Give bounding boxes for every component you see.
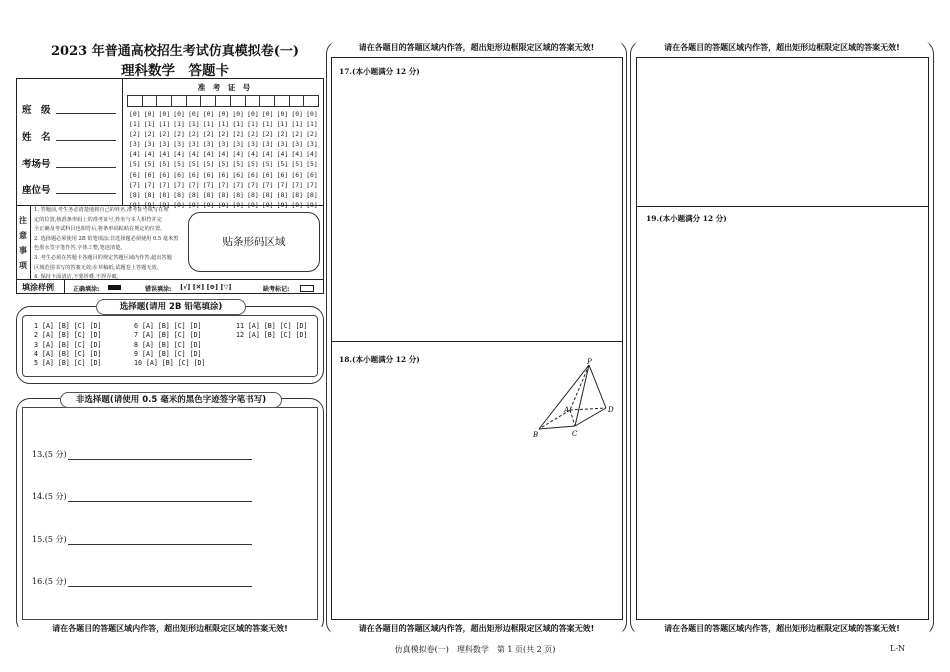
- exam-id-bubble[interactable]: [2]: [129, 130, 141, 139]
- exam-id-bubble[interactable]: [8]: [261, 190, 274, 199]
- exam-id-bubble[interactable]: [2]: [232, 130, 244, 139]
- exam-id-bubble[interactable]: [1]: [158, 120, 171, 129]
- warning-right-top: 请在各题目的答题区域内作答，超出矩形边框限定区域的答案无效!: [634, 40, 930, 56]
- exam-id-bubble[interactable]: [9]: [291, 200, 303, 209]
- exam-id-bubble[interactable]: [5]: [276, 160, 289, 169]
- correct-fill-label: 正确填涂:: [73, 286, 100, 293]
- exam-id-bubble[interactable]: [1]: [261, 120, 274, 129]
- options[interactable]: [A] [B] [C] [D]: [41, 331, 102, 340]
- question-number: 2: [34, 331, 38, 340]
- exam-id-bubble[interactable]: [8]: [129, 190, 141, 199]
- exam-id-bubble-column: [276, 109, 292, 209]
- choice-row[interactable]: [236, 331, 307, 340]
- exam-id-bubble[interactable]: [0]: [202, 110, 215, 118]
- exam-room-field[interactable]: [56, 167, 116, 168]
- exam-id-bubble[interactable]: [3]: [158, 140, 171, 149]
- exam-id-bubble[interactable]: [4]: [129, 150, 141, 159]
- exam-id-digit-box[interactable]: [260, 95, 275, 107]
- exam-id-bubble[interactable]: [5]: [291, 160, 303, 169]
- exam-id-bubble[interactable]: [6]: [291, 170, 303, 179]
- exam-id-bubble[interactable]: [7]: [247, 180, 259, 189]
- edge-bc: [539, 426, 575, 429]
- exam-id-bubble[interactable]: [1]: [129, 120, 141, 129]
- edge-cd: [575, 408, 606, 426]
- notice-line: 4. 保持卡面清洁,不要折叠,不得弄破。: [34, 274, 122, 281]
- exam-id-boxes: [127, 95, 319, 107]
- exam-id-bubble[interactable]: [0]: [173, 110, 185, 118]
- choice-col-1: [34, 322, 102, 368]
- exam-id-bubble-column: [291, 109, 306, 209]
- exam-id-bubble[interactable]: [4]: [306, 150, 318, 159]
- warning-right-bottom: 请在各题目的答题区域内作答，超出矩形边框限定区域的答案无效!: [634, 621, 930, 637]
- exam-id-bubble[interactable]: [0]: [217, 110, 230, 118]
- exam-id-bubble[interactable]: [7]: [261, 180, 274, 189]
- exam-id-bubble[interactable]: [0]: [261, 110, 274, 118]
- exam-id-bubble[interactable]: [2]: [188, 130, 200, 139]
- exam-id-bubble[interactable]: [9]: [143, 200, 156, 209]
- q19-label: 19.(本小题满分 12 分): [646, 214, 727, 223]
- exam-id-bubble[interactable]: [3]: [202, 140, 215, 149]
- exam-id-bubble[interactable]: [9]: [247, 200, 259, 209]
- q16-label: 16.(5 分): [32, 577, 67, 586]
- exam-id-bubble[interactable]: [3]: [247, 140, 259, 149]
- label-c: C: [572, 430, 578, 438]
- choice-title: 选择题(请用 2B 铅笔填涂): [96, 299, 246, 315]
- exam-id-bubble[interactable]: [3]: [217, 140, 230, 149]
- nonchoice-title: 非选择题(请使用 0.5 毫米的黑色字迹签字笔书写): [60, 392, 282, 408]
- absent-mark-label: 缺考标记:: [263, 286, 290, 293]
- exam-id-bubble[interactable]: [1]: [173, 120, 185, 129]
- q15-label: 15.(5 分): [32, 535, 67, 544]
- options[interactable]: [A] [B] [C] [D]: [247, 322, 308, 330]
- exam-id-bubble[interactable]: [2]: [306, 130, 318, 139]
- exam-id-digit-box[interactable]: [275, 95, 290, 107]
- exam-id-bubble[interactable]: [8]: [232, 190, 244, 199]
- seat-label: 座位号: [22, 185, 51, 196]
- exam-id-bubble[interactable]: [2]: [173, 130, 185, 139]
- exam-id-bubble-column: [217, 109, 233, 209]
- notice-char: 项: [19, 260, 27, 270]
- absent-mark-box[interactable]: [300, 285, 314, 292]
- choice-col-2: [134, 322, 205, 368]
- question-number: 10: [134, 359, 142, 368]
- pyramid-figure: [530, 358, 620, 440]
- label-b: B: [533, 431, 539, 439]
- wrong-fill-marks: [√] [✕] [⊖] [▽]: [180, 283, 232, 291]
- exam-id-bubble[interactable]: [8]: [202, 190, 215, 199]
- question-number: 9: [134, 349, 138, 358]
- exam-id-bubble[interactable]: [6]: [247, 170, 259, 179]
- exam-id-bubble[interactable]: [6]: [276, 170, 289, 179]
- exam-id-bubble[interactable]: [1]: [143, 120, 156, 129]
- exam-id-bubble[interactable]: [1]: [202, 120, 215, 129]
- exam-id-bubble-column: [188, 109, 203, 209]
- exam-id-bubble[interactable]: [0]: [247, 110, 259, 118]
- exam-id-digit-box[interactable]: [290, 95, 305, 107]
- exam-id-bubble[interactable]: [7]: [217, 180, 230, 189]
- exam-id-bubble-column: [129, 109, 144, 209]
- exam-id-bubbles: [129, 109, 321, 209]
- exam-id-bubble[interactable]: [5]: [232, 160, 244, 169]
- exam-id-bubble[interactable]: [4]: [261, 150, 274, 159]
- q19-divider: [636, 206, 929, 207]
- exam-id-bubble[interactable]: [6]: [188, 170, 200, 179]
- exam-id-bubble[interactable]: [6]: [306, 170, 318, 179]
- exam-id-bubble[interactable]: [2]: [202, 130, 215, 139]
- exam-id-bubble[interactable]: [9]: [306, 200, 318, 209]
- exam-id-bubble[interactable]: [9]: [129, 200, 141, 209]
- exam-id-bubble[interactable]: [7]: [188, 180, 200, 189]
- exam-id-bubble[interactable]: [0]: [291, 110, 303, 118]
- exam-id-bubble[interactable]: [3]: [173, 140, 185, 149]
- exam-id-bubble[interactable]: [5]: [306, 160, 318, 169]
- exam-id-bubble[interactable]: [4]: [158, 150, 171, 159]
- exam-id-bubble[interactable]: [4]: [173, 150, 185, 159]
- notice-text: [34, 206, 189, 283]
- exam-id-bubble[interactable]: [0]: [232, 110, 244, 118]
- choice-row[interactable]: [34, 341, 102, 350]
- options[interactable]: [A] [B] [C] [D]: [141, 349, 202, 358]
- exam-id-bubble[interactable]: [5]: [143, 160, 156, 169]
- exam-id-bubble[interactable]: [4]: [247, 150, 259, 159]
- fill-sample-title: 填涂样例: [22, 282, 54, 292]
- q14-label: 14.(5 分): [32, 492, 67, 501]
- q17-q18-divider: [331, 341, 623, 342]
- options[interactable]: [A] [B] [C] [D]: [41, 322, 102, 330]
- exam-id-digit-box[interactable]: [187, 95, 202, 107]
- edge-pd: [589, 365, 606, 408]
- choice-row[interactable]: [34, 331, 102, 340]
- exam-id-bubble[interactable]: [2]: [291, 130, 303, 139]
- exam-id-bubble[interactable]: [3]: [129, 140, 141, 149]
- page-title: 2023 年普通高校招生考试仿真模拟卷(一): [50, 44, 299, 59]
- footer-code: L-N: [890, 644, 906, 653]
- exam-id-bubble[interactable]: [2]: [247, 130, 259, 139]
- choice-row[interactable]: [34, 359, 102, 368]
- question-number: 6: [134, 322, 138, 330]
- notice-line: 定的位置,核准条形码上的准考证号,姓名与本人相符并完: [34, 216, 162, 223]
- exam-id-bubble[interactable]: [4]: [217, 150, 230, 159]
- exam-id-bubble[interactable]: [6]: [158, 170, 171, 179]
- question-number: 1: [34, 322, 38, 330]
- name-field[interactable]: [56, 140, 116, 141]
- exam-id-bubble[interactable]: [0]: [306, 110, 318, 118]
- exam-id-bubble[interactable]: [8]: [173, 190, 185, 199]
- exam-id-bubble[interactable]: [8]: [217, 190, 230, 199]
- exam-id-bubble[interactable]: [3]: [291, 140, 303, 149]
- exam-id-bubble[interactable]: [5]: [217, 160, 230, 169]
- question-number: 12: [236, 331, 244, 340]
- notice-line: 全正确及考试科目也相符后,将条形码粘贴在规定的位置。: [34, 226, 166, 233]
- options[interactable]: [A] [B] [C] [D]: [141, 340, 202, 349]
- exam-id-bubble[interactable]: [4]: [291, 150, 303, 159]
- exam-id-bubble[interactable]: [9]: [276, 200, 289, 209]
- exam-id-bubble[interactable]: [3]: [261, 140, 274, 149]
- warning-middle-top: 请在各题目的答题区域内作答，超出矩形边框限定区域的答案无效!: [330, 40, 623, 56]
- exam-id-bubble[interactable]: [7]: [173, 180, 185, 189]
- exam-id-bubble[interactable]: [8]: [291, 190, 303, 199]
- q13-answer-line[interactable]: [68, 459, 252, 460]
- question-number: 8: [134, 340, 138, 349]
- notice-line: 色墨水签字笔作答,字体工整,笔迹清楚。: [34, 245, 126, 252]
- exam-id-bubble[interactable]: [6]: [129, 170, 141, 179]
- exam-id-bubble[interactable]: [9]: [232, 200, 244, 209]
- warning-left-bottom: 请在各题目的答题区域内作答，超出矩形边框限定区域的答案无效!: [18, 621, 322, 637]
- question-number: 5: [34, 359, 38, 368]
- exam-id-bubble[interactable]: [9]: [217, 200, 230, 209]
- exam-id-bubble[interactable]: [0]: [188, 110, 200, 118]
- exam-id-bubble[interactable]: [7]: [306, 180, 318, 189]
- barcode-label: 贴条形码区域: [222, 236, 286, 248]
- exam-id-bubble[interactable]: [3]: [143, 140, 156, 149]
- exam-id-bubble-column: [261, 109, 277, 209]
- exam-id-bubble[interactable]: [3]: [306, 140, 318, 149]
- exam-id-digit-box[interactable]: [157, 95, 172, 107]
- middle-answer-box: [331, 57, 623, 620]
- q14-answer-line[interactable]: [68, 501, 252, 502]
- exam-id-bubble[interactable]: [5]: [129, 160, 141, 169]
- exam-id-digit-box[interactable]: [231, 95, 246, 107]
- exam-id-bubble[interactable]: [5]: [261, 160, 274, 169]
- exam-id-bubble[interactable]: [0]: [158, 110, 171, 118]
- exam-id-bubble[interactable]: [7]: [232, 180, 244, 189]
- exam-id-bubble[interactable]: [4]: [143, 150, 156, 159]
- options[interactable]: [A] [B] [C] [D]: [41, 349, 102, 358]
- exam-id-bubble-column: [306, 109, 321, 209]
- notice-char: 事: [19, 245, 27, 255]
- exam-id-bubble[interactable]: [6]: [217, 170, 230, 179]
- exam-id-bubble[interactable]: [6]: [232, 170, 244, 179]
- exam-id-bubble[interactable]: [6]: [202, 170, 215, 179]
- choice-col-3: [236, 322, 307, 341]
- exam-id-bubble[interactable]: [8]: [188, 190, 200, 199]
- nonchoice-inner-border: [22, 407, 318, 620]
- q13-label: 13.(5 分): [32, 450, 67, 459]
- options[interactable]: [A] [B] [C] [D]: [141, 322, 202, 330]
- exam-id-bubble-column: [232, 109, 247, 209]
- exam-id-bubble[interactable]: [3]: [276, 140, 289, 149]
- exam-id-bubble[interactable]: [0]: [143, 110, 156, 118]
- exam-id-bubble[interactable]: [1]: [247, 120, 259, 129]
- fill-sample-divider: [64, 279, 65, 294]
- q18-label: 18.(本小题满分 12 分): [339, 355, 420, 364]
- exam-id-digit-box[interactable]: [143, 95, 158, 107]
- choice-row[interactable]: [134, 359, 205, 368]
- q16-answer-line[interactable]: [68, 586, 252, 587]
- exam-id-bubble[interactable]: [6]: [143, 170, 156, 179]
- notice-line: 区域范围书写的答案无效;在草稿纸,试题卷上答题无效。: [34, 264, 162, 271]
- choice-row[interactable]: [34, 322, 102, 331]
- notice-line: 2. 选择题必须使用 2B 铅笔填涂;非选择题必须使用 0.5 毫米黑: [34, 235, 179, 242]
- exam-id-bubble[interactable]: [2]: [261, 130, 274, 139]
- exam-id-bubble[interactable]: [4]: [232, 150, 244, 159]
- exam-id-digit-box[interactable]: [246, 95, 261, 107]
- q15-answer-line[interactable]: [68, 544, 252, 545]
- options[interactable]: [A] [B] [C] [D]: [145, 359, 206, 368]
- exam-id-digit-box[interactable]: [127, 95, 143, 107]
- edge-pa: [570, 365, 589, 410]
- exam-id-bubble[interactable]: [4]: [188, 150, 200, 159]
- exam-id-bubble[interactable]: [7]: [129, 180, 141, 189]
- exam-id-bubble[interactable]: [1]: [291, 120, 303, 129]
- exam-id-bubble[interactable]: [8]: [143, 190, 156, 199]
- exam-id-bubble-column: [158, 109, 174, 209]
- exam-id-digit-box[interactable]: [172, 95, 187, 107]
- exam-id-digit-box[interactable]: [201, 95, 216, 107]
- exam-id-bubble[interactable]: [4]: [276, 150, 289, 159]
- exam-id-bubble-column: [202, 109, 218, 209]
- warning-middle-bottom: 请在各题目的答题区域内作答，超出矩形边框限定区域的答案无效!: [330, 621, 623, 637]
- exam-id-bubble[interactable]: [5]: [247, 160, 259, 169]
- exam-id-bubble[interactable]: [7]: [291, 180, 303, 189]
- class-label: 班 级: [22, 105, 51, 116]
- exam-id-bubble[interactable]: [9]: [261, 200, 274, 209]
- exam-id-digit-box[interactable]: [216, 95, 231, 107]
- exam-id-bubble-column: [247, 109, 262, 209]
- exam-id-bubble[interactable]: [2]: [276, 130, 289, 139]
- exam-id-bubble[interactable]: [1]: [276, 120, 289, 129]
- edge-ad: [570, 408, 606, 410]
- exam-id-bubble[interactable]: [7]: [158, 180, 171, 189]
- choice-row[interactable]: [134, 341, 205, 350]
- exam-id-bubble[interactable]: [3]: [232, 140, 244, 149]
- label-p: P: [587, 358, 592, 366]
- exam-id-bubble[interactable]: [9]: [188, 200, 200, 209]
- label-d: D: [608, 406, 614, 414]
- choice-row[interactable]: [134, 322, 205, 331]
- choice-row[interactable]: [134, 350, 205, 359]
- exam-id-bubble[interactable]: [1]: [217, 120, 230, 129]
- exam-id-bubble[interactable]: [5]: [158, 160, 171, 169]
- exam-id-bubble[interactable]: [5]: [173, 160, 185, 169]
- exam-id-bubble-column: [143, 109, 159, 209]
- notice-char: 意: [19, 230, 27, 240]
- choice-row[interactable]: [134, 331, 205, 340]
- question-number: 4: [34, 349, 38, 358]
- name-label: 姓 名: [22, 132, 51, 143]
- exam-id-bubble[interactable]: [9]: [202, 200, 215, 209]
- options[interactable]: [A] [B] [C] [D]: [41, 359, 102, 368]
- exam-id-bubble-column: [173, 109, 188, 209]
- notice-line: 3. 考生必须在答题卡各题目的规定答题区域内作答,超出答题: [34, 254, 172, 261]
- info-v-divider: [122, 78, 123, 206]
- exam-id-bubble[interactable]: [7]: [143, 180, 156, 189]
- options[interactable]: [A] [B] [C] [D]: [247, 331, 308, 340]
- exam-id-bubble[interactable]: [2]: [158, 130, 171, 139]
- label-a: A: [564, 406, 570, 414]
- exam-id-bubble[interactable]: [8]: [306, 190, 318, 199]
- q17-label: 17.(本小题满分 12 分): [339, 67, 420, 76]
- options[interactable]: [A] [B] [C] [D]: [41, 340, 102, 349]
- exam-id-bubble[interactable]: [1]: [306, 120, 318, 129]
- exam-id-bubble[interactable]: [0]: [276, 110, 289, 118]
- exam-id-bubble[interactable]: [5]: [202, 160, 215, 169]
- choice-row[interactable]: [236, 322, 307, 331]
- page-subtitle: 理科数学 答题卡: [121, 63, 229, 79]
- exam-room-label: 考场号: [22, 159, 51, 170]
- exam-id-bubble[interactable]: [8]: [247, 190, 259, 199]
- question-number: 11: [236, 322, 244, 330]
- wrong-fill-label: 错误填涂:: [145, 286, 172, 293]
- notice-line: 1. 答题前,考生务必清楚地将自己的姓名,准考证号填写在规: [34, 207, 169, 213]
- exam-id-bubble[interactable]: [1]: [188, 120, 200, 129]
- choice-row[interactable]: [34, 350, 102, 359]
- exam-id-bubble[interactable]: [8]: [158, 190, 171, 199]
- exam-id-bubble[interactable]: [7]: [276, 180, 289, 189]
- exam-id-digit-box[interactable]: [304, 95, 319, 107]
- exam-id-bubble[interactable]: [6]: [261, 170, 274, 179]
- exam-id-bubble[interactable]: [3]: [188, 140, 200, 149]
- edge-ac: [570, 410, 575, 426]
- question-number: 7: [134, 331, 138, 340]
- exam-id-bubble[interactable]: [7]: [202, 180, 215, 189]
- correct-fill-mark: [108, 285, 121, 290]
- exam-id-bubble[interactable]: [9]: [173, 200, 185, 209]
- exam-id-bubble[interactable]: [8]: [276, 190, 289, 199]
- exam-id-title: 准 考 证 号: [197, 83, 251, 92]
- notice-char: 注: [19, 215, 27, 225]
- class-field[interactable]: [56, 113, 116, 114]
- exam-id-bubble[interactable]: [4]: [202, 150, 215, 159]
- exam-id-bubble[interactable]: [0]: [129, 110, 141, 118]
- exam-id-bubble[interactable]: [1]: [232, 120, 244, 129]
- question-number: 3: [34, 340, 38, 349]
- seat-field[interactable]: [56, 193, 116, 194]
- options[interactable]: [A] [B] [C] [D]: [141, 331, 202, 340]
- right-answer-box: [636, 57, 929, 620]
- exam-id-bubble[interactable]: [6]: [173, 170, 185, 179]
- footer-page-info: 仿真模拟卷(一) 理科数学 第 1 页(共 2 页): [394, 645, 556, 654]
- exam-id-bubble[interactable]: [9]: [158, 200, 171, 209]
- exam-id-bubble[interactable]: [2]: [143, 130, 156, 139]
- exam-id-bubble[interactable]: [2]: [217, 130, 230, 139]
- exam-id-bubble[interactable]: [5]: [188, 160, 200, 169]
- notice-title: [17, 213, 29, 273]
